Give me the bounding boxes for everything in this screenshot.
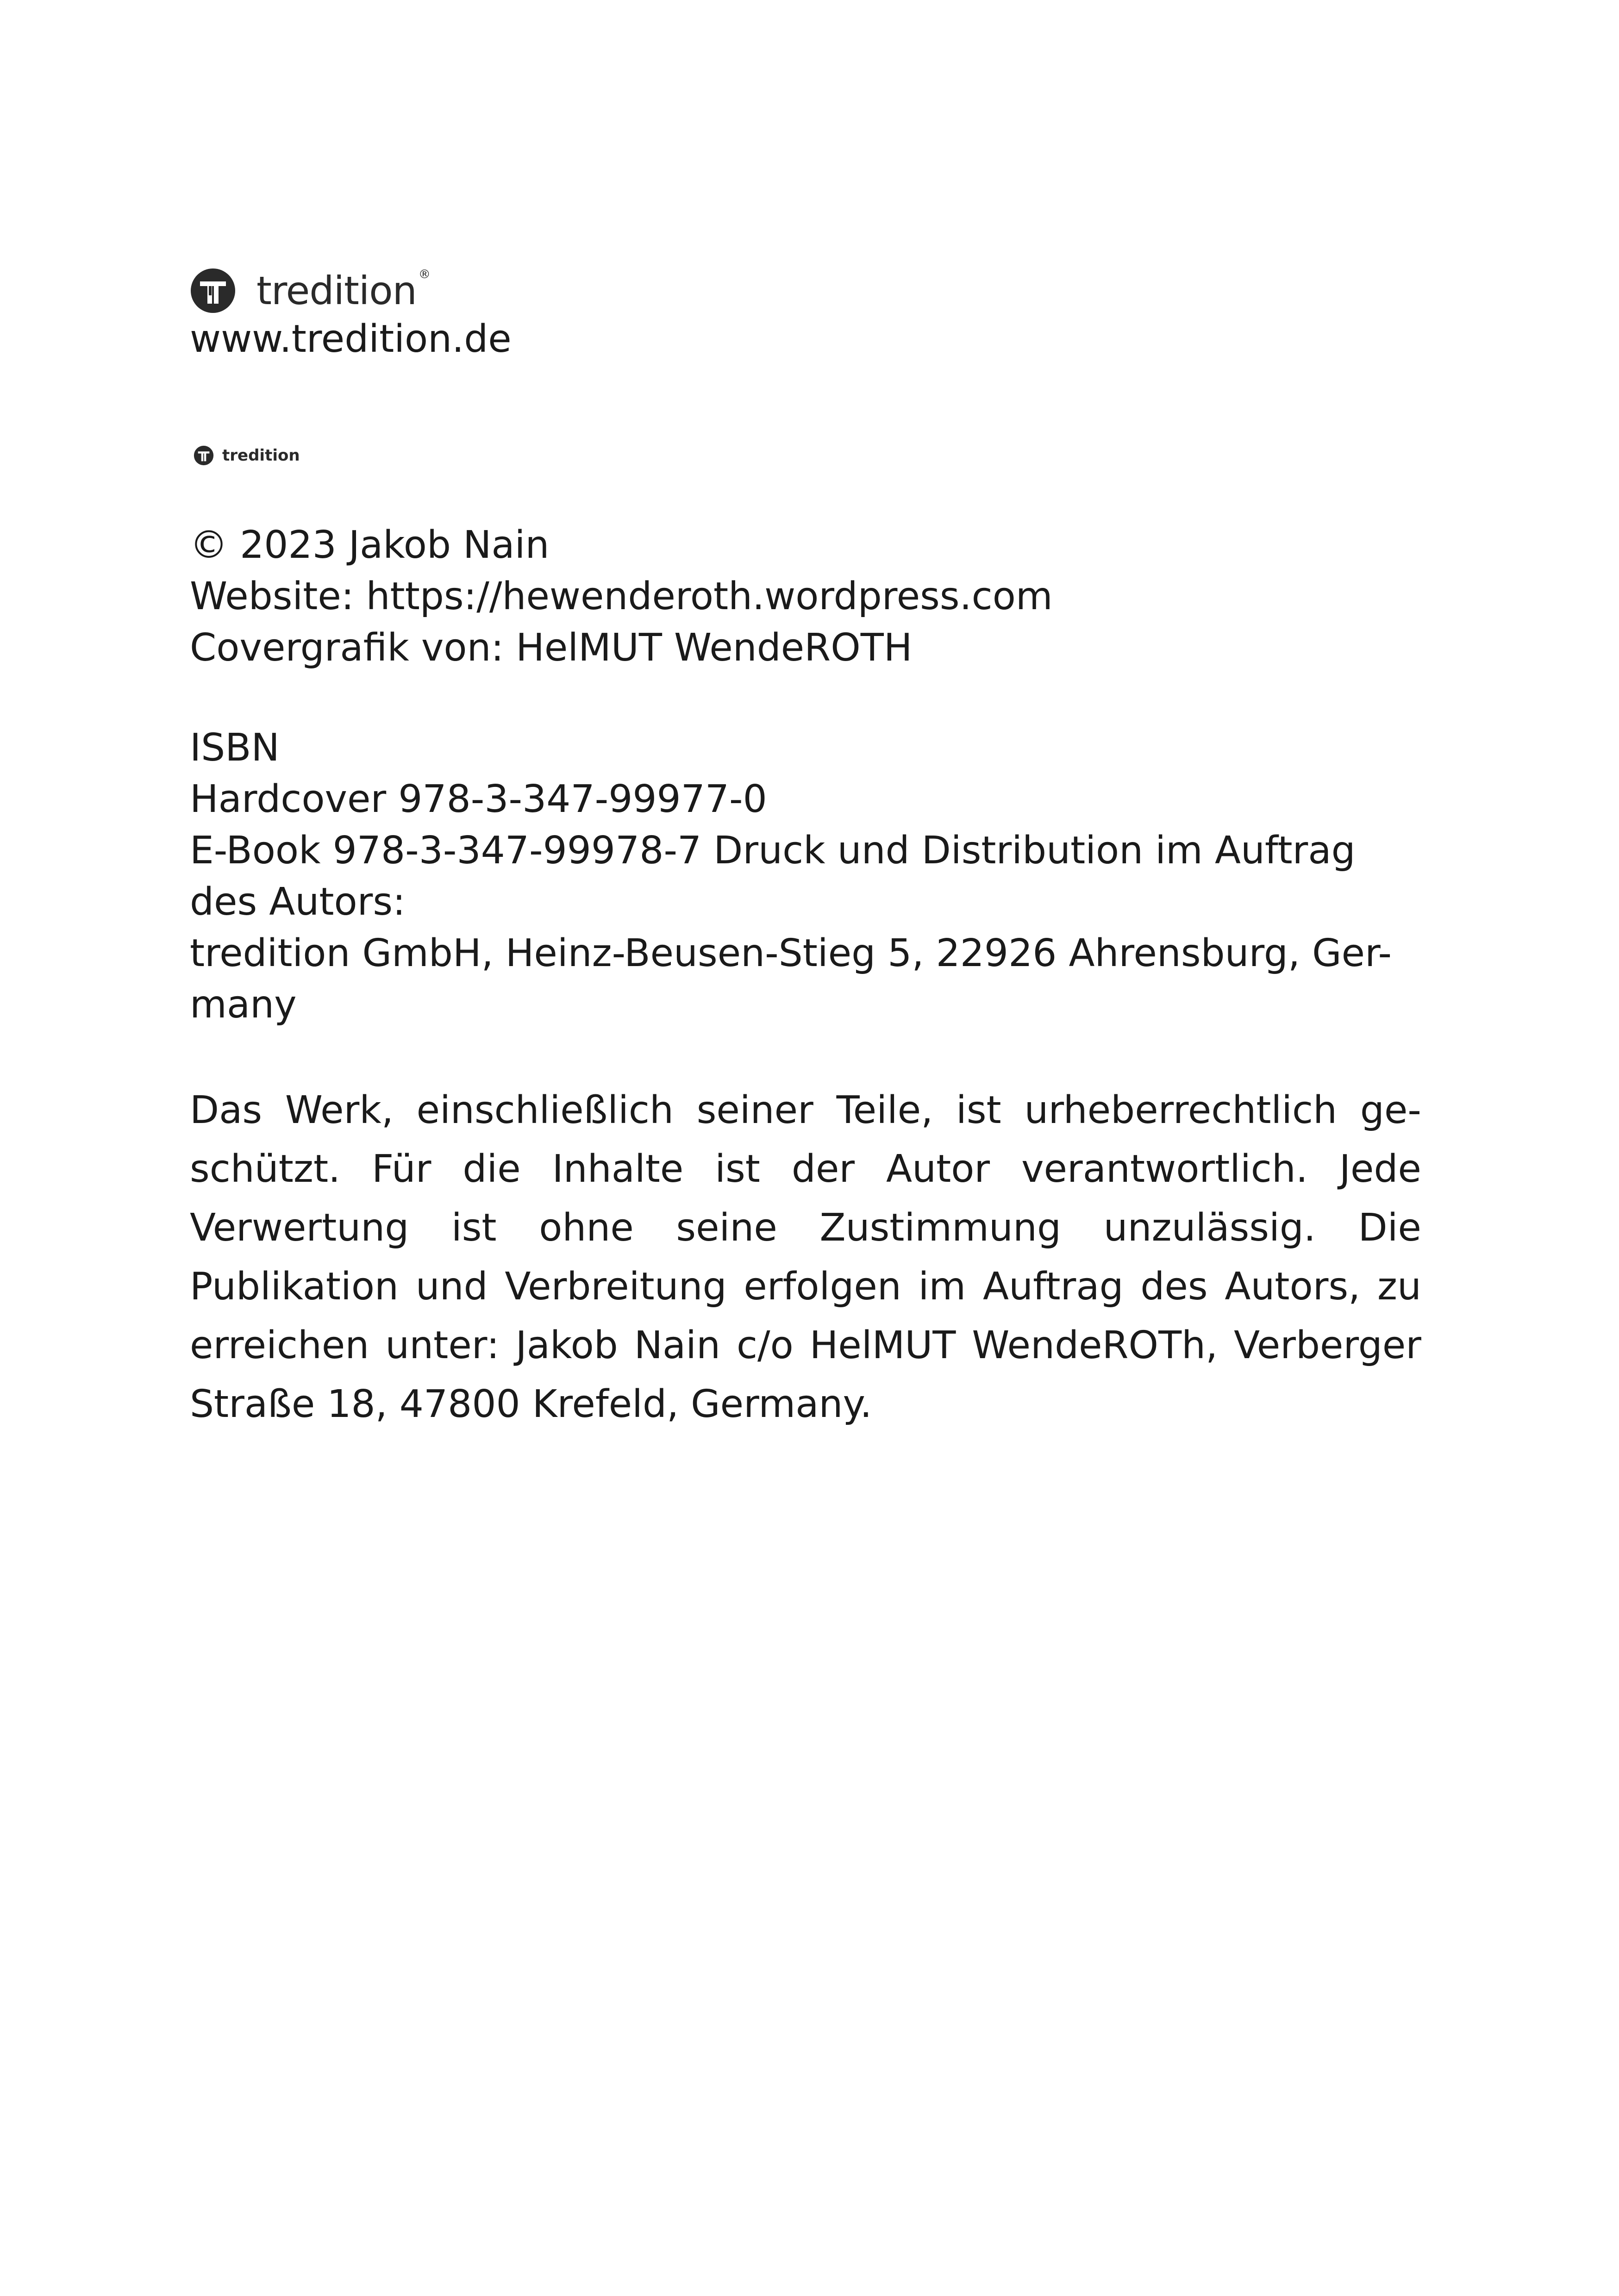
cover-credit-line: Covergrafik von: HelMUT WendeROTH: [190, 626, 913, 670]
isbn-block: [190, 722, 1392, 1030]
isbn-ebook-continued: des Autors:: [190, 880, 406, 924]
publisher-address: tredition GmbH, Heinz-Beusen-Stieg 5, 22926 Ahrensburg, Ger-: [190, 931, 1392, 975]
author-website-line: Website: https://hewenderoth.wordpress.com: [190, 574, 1053, 618]
tredition-small-logo: [194, 444, 300, 467]
small-logo-text: tredition: [222, 446, 300, 465]
tredition-logo: [190, 268, 430, 314]
isbn-ebook: E-Book 978-3-347-99978-7 Druck und Distribution im Auftrag: [190, 829, 1356, 873]
copyright-line: © 2023 Jakob Nain: [190, 523, 550, 567]
tredition-logo-text: [256, 268, 430, 313]
legal-notice: Das Werk, einschließlich seiner Teile, ist urheberrechtlich geschützt. Für die Inhalte ist der Autor verantwortlich. Jede Verwertung ist ohne seine Zustimmung unzulässig. Die Publikation und Verbreitung erfolgen im Auftrag des Autors, zu erreichen unter: Jakob Nain c/o HelMUT WendeROTh, Verberger Straße 18, 47800 Krefeld, Germany.: [190, 1088, 1421, 1426]
isbn-hardcover: Hardcover 978-3-347-99977-0: [190, 777, 767, 821]
registered-mark: ®: [418, 268, 430, 281]
publisher-address-continued: many: [190, 983, 297, 1027]
isbn-heading: ISBN: [190, 726, 280, 770]
tredition-logo-icon: [190, 268, 236, 314]
logo-wordmark: tredition: [256, 268, 417, 313]
credits-block: [190, 519, 1053, 674]
publisher-website: www.tredition.de: [190, 317, 512, 361]
tredition-small-logo-icon: [194, 445, 214, 466]
